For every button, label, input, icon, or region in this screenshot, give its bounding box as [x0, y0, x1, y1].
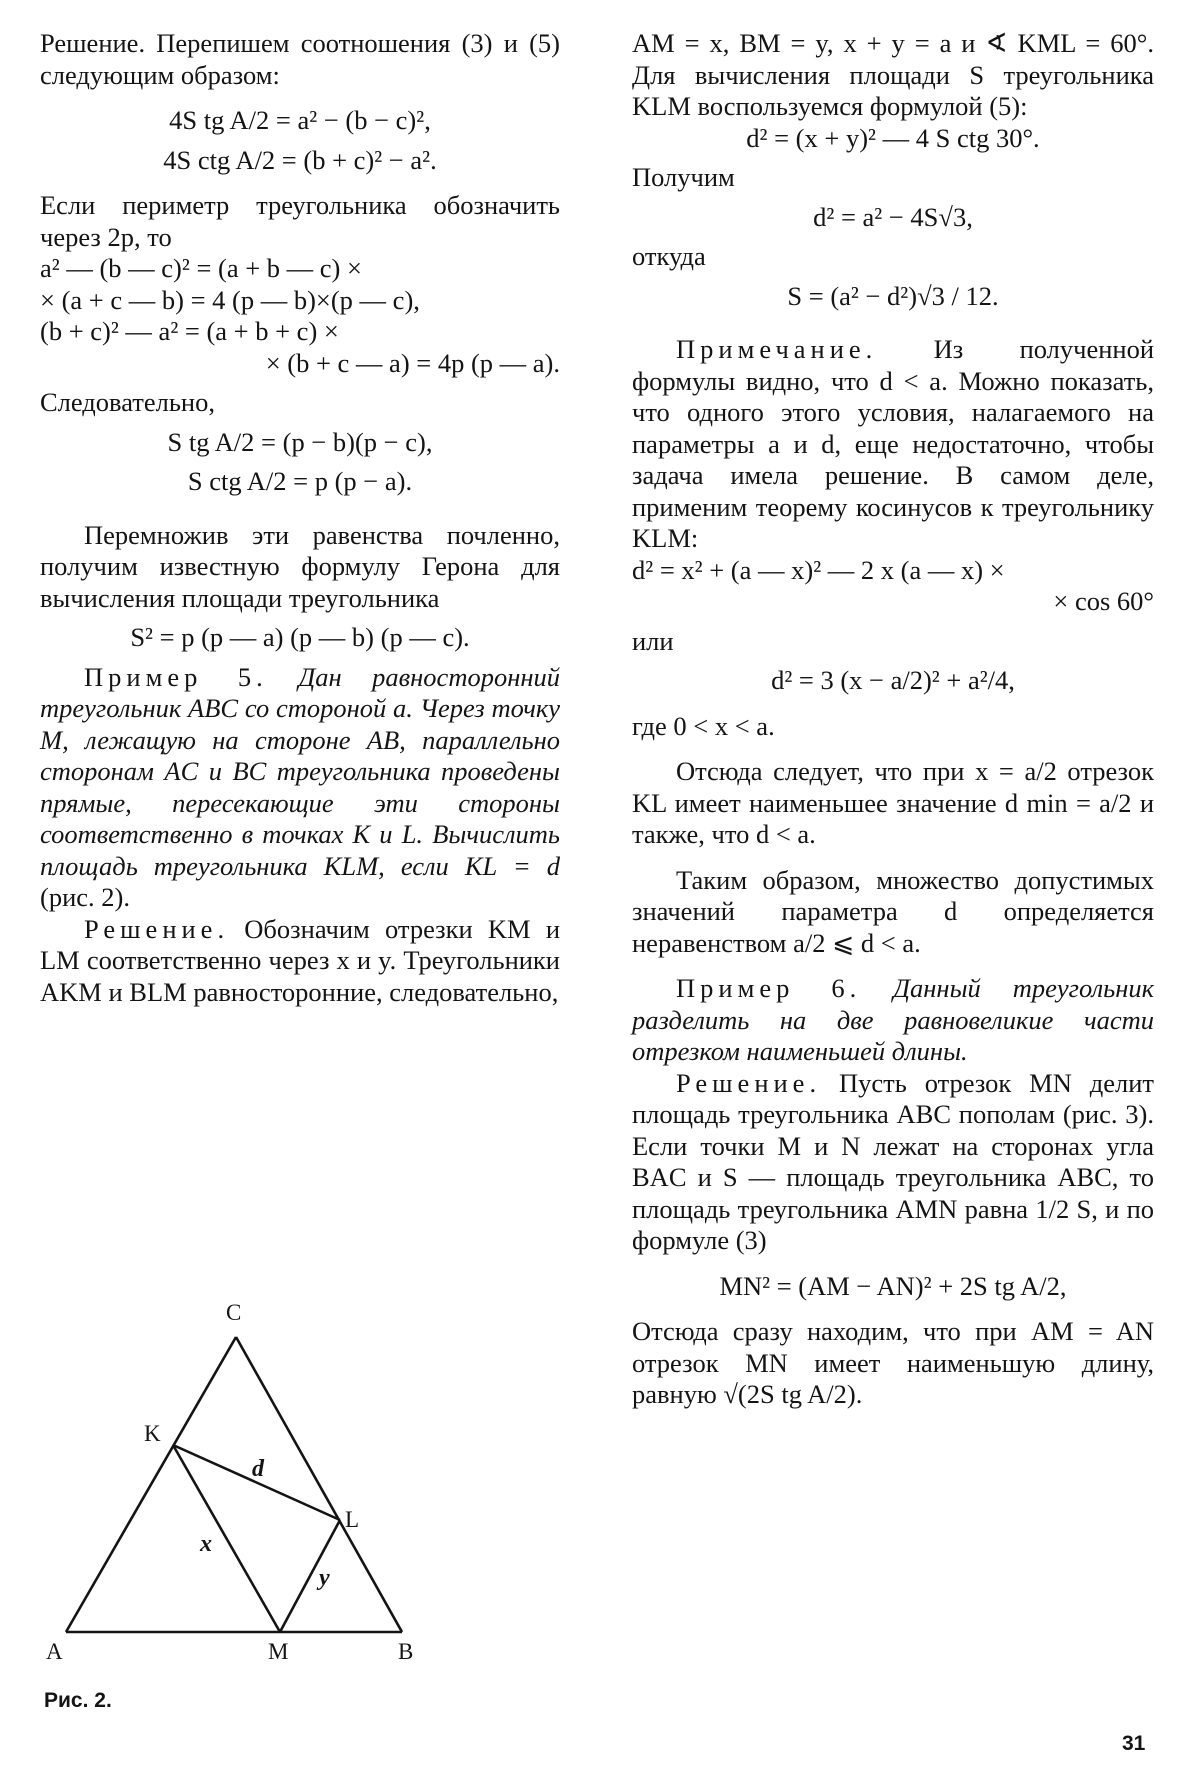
formula-s-tg: S tg A/2 = (p − b)(p − c),	[167, 426, 433, 457]
left-solution-intro: Решение. Перепишем соотношения (3) и (5) следующим образом:	[40, 28, 560, 90]
example-5-solution-label: Решение.	[84, 913, 230, 944]
figure-2-triangle	[40, 1295, 500, 1675]
vertex-label-m: M	[268, 1639, 289, 1664]
side-ac	[66, 1337, 236, 1632]
formula-mn-squared: MN² = (AM − AN)² + 2S tg A/2,	[719, 1270, 1067, 1301]
figure-caption: Рис. 2.	[44, 1689, 112, 1712]
formula-4s-ctg: 4S ctg A/2 = (b + c)² − a².	[163, 144, 437, 175]
formula-d-quadratic: d² = 3 (x − a/2)² + a²/4,	[771, 665, 1015, 695]
formula-expansion-3: (b + c)² — a² = (a + b + c) ×	[40, 316, 339, 346]
example-6-solution	[632, 1068, 1154, 1257]
conclusion-paragraph: Отсюда сразу находим, что при AM = AN отрезок MN имеет наименьшую длину, равную √(2S tg A/2).	[632, 1316, 1154, 1409]
example-5-solution	[40, 914, 560, 1009]
example-6-text: Данный треугольник разделить на две равновеликие части отрезком наименьшей длины.	[632, 973, 1154, 1066]
example-5-label: Пример 5.	[84, 661, 268, 692]
right-continuation: AM = x, BM = y, x + y = a и ∢ KML = 60°. Для вычисления площади S треугольника KLM воспользуемся формулой (5):	[632, 28, 1154, 121]
example-6-solution-text: Пусть отрезок MN делит площадь треугольника ABC пополам (рис. 3). Если точки M и N лежат на сторонах угла BAC и S — площадь треугольника ABC, то площадь треугольника AMN равна 1/2 S, и по формуле (3)	[632, 1067, 1155, 1255]
therefore-text: Следовательно,	[40, 387, 215, 417]
heron-formula: S² = p (p — a) (p — b) (p — c).	[130, 622, 470, 652]
minimum-paragraph: Отсюда следует, что при x = a/2 отрезок KL имеет наименьшее значение d min = a/2 и также, что d < a.	[632, 756, 1154, 849]
formula-d-squared: d² = (x + y)² — 4 S ctg 30°.	[746, 122, 1040, 153]
example-5-text: Дан равносторонний треугольник ABC со стороной a. Через точку M, лежащую на стороне AB, параллельно сторонам AC и BC треугольника проведены прямые, пересекающие эти стороны соответственно в точках K и L. Вычислить площадь треугольника KLM, если KL = d	[40, 661, 560, 881]
left-column	[40, 28, 560, 1008]
segment-label-x: x	[200, 1531, 212, 1557]
formula-4s-tg: 4S tg A/2 = a² − (b − c)²,	[169, 105, 431, 135]
vertex-label-c: C	[226, 1300, 242, 1325]
note-paragraph	[632, 334, 1154, 555]
domain-text: где 0 < x < a.	[632, 710, 775, 741]
note-text: Из полученной формулы видно, что d < a. Можно показать, что одного этого условия, налагаемого на параметры a и d, еще недостаточно, чтобы задача имела решение. В самом деле, применим теорему косинусов к треугольнику KLM:	[632, 334, 1155, 553]
formula-area-s: S = (a² − d²)√3 / 12.	[787, 280, 999, 311]
formula-cosine-2: × cos 60°	[1053, 586, 1154, 616]
formula-cosine-1: d² = x² + (a — x)² — 2 x (a — x) ×	[632, 554, 1005, 585]
vertex-label-b: B	[398, 1639, 414, 1664]
vertex-label-l: L	[345, 1507, 360, 1532]
example-5-solution-text: Обозначим отрезки KM и LM соответственно через x и y. Треугольники AKM и BLM равносторонние, следовательно,	[40, 913, 560, 1007]
example-6	[632, 973, 1154, 1068]
whence-text: откуда	[632, 241, 706, 271]
vertex-label-a: A	[46, 1639, 63, 1664]
heron-paragraph: Перемножив эти равенства почленно, получим известную формулу Герона для вычисления площади треугольника	[40, 519, 560, 613]
perimeter-paragraph: Если периметр треугольника обозначить через 2p, то	[40, 190, 560, 252]
note-label: Примечание.	[676, 334, 878, 364]
right-column	[632, 28, 1154, 1411]
formula-s-ctg: S ctg A/2 = p (p − a).	[187, 466, 413, 496]
we-get-text: Получим	[632, 162, 735, 192]
segment-label-y: y	[319, 1565, 330, 1591]
vertex-label-k: K	[144, 1421, 161, 1446]
or-text: или	[632, 625, 674, 656]
formula-expansion-1: a² — (b — c)² = (a + b — c) ×	[40, 253, 362, 283]
segment-lm	[280, 1520, 340, 1632]
page-number: 31	[1122, 1732, 1146, 1755]
formula-expansion-4: × (b + c — a) = 4p (p — a).	[265, 347, 560, 378]
example-6-solution-label: Решение.	[676, 1067, 822, 1098]
formula-d-sqrt3: d² = a² − 4S√3,	[813, 201, 973, 232]
example-5	[40, 662, 560, 914]
admissible-values-paragraph: Таким образом, множество допустимых значений параметра d определяется неравенством a/2 ⩽ d < a.	[632, 864, 1154, 958]
segment-label-d: d	[252, 1456, 264, 1482]
formula-expansion-2: × (a + c — b) = 4 (p — b)×(p — c),	[40, 284, 420, 315]
example-6-label: Пример 6.	[676, 973, 862, 1003]
example-5-figure-ref: (рис. 2).	[40, 882, 130, 912]
